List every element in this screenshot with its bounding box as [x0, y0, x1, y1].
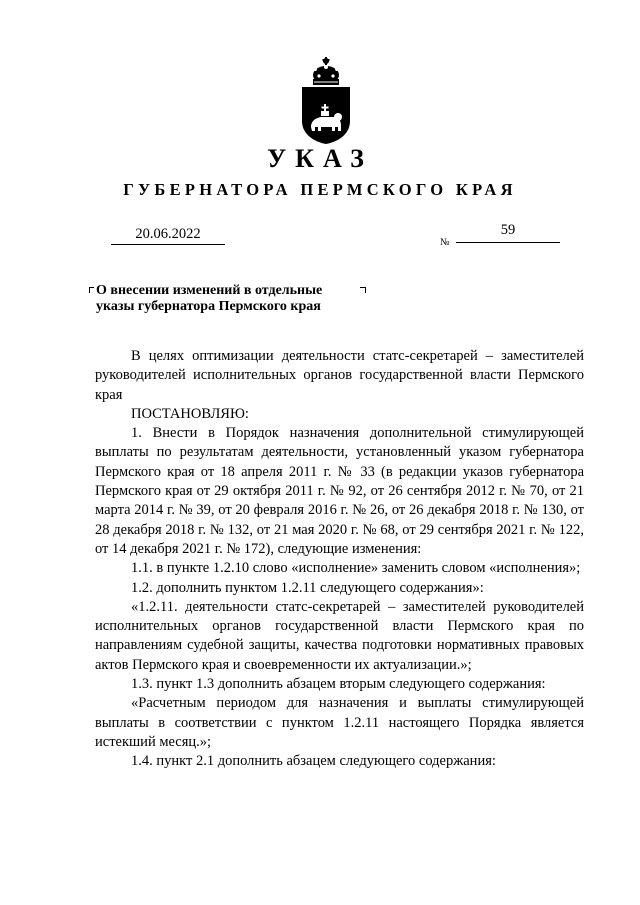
crown-icon: [313, 57, 339, 85]
paragraph-item-1-1: 1.1. в пункте 1.2.10 слово «исполнение» заменить словом «исполнения»;: [131, 560, 581, 577]
document-subject: [96, 283, 322, 315]
paragraph-item-1-2: 1.2. дополнить пунктом 1.2.11 следующего содержания»:: [131, 579, 484, 596]
document-number: 59: [456, 222, 560, 243]
document-number-label: №: [440, 237, 450, 248]
paragraph-item-1-4: 1.4. пункт 2.1 дополнить абзацем следующего содержания:: [131, 753, 496, 770]
paragraph-item-1-3-text: «Расчетным периодом для назначения и выплаты стимулирующей выплаты в соответствии с пунктом 1.2.11 настоящего Порядка является истекший месяц.»;: [95, 695, 584, 750]
document-date: 20.06.2022: [111, 226, 225, 245]
subject-corner-left: [89, 287, 94, 293]
document-body: [95, 347, 584, 772]
document-subtitle: ГУБЕРНАТОРА ПЕРМСКОГО КРАЯ: [123, 180, 517, 199]
paragraph-preamble: В целях оптимизации деятельности статс-секретарей – заместителей руководителей исполнительных органов государственной власти Пермского края: [95, 348, 584, 403]
paragraph-item-1: 1. Внести в Порядок назначения дополнительной стимулирующей выплаты по результатам деятельности, установленный указом губернатора Пермского края от 18 апреля 2011 г. № 33 (в редакции указов губернатора Пермского края от 29 октября 2011 г. № 92, от 26 сентября 2012 г. № 70, от 21 марта 2014 г. № 39, от 20 февраля 2016 г. № 26, от 26 декабря 2018 г. № 130, от 28 декабря 2018 г. № 132, от 21 мая 2020 г. № 68, от 29 сентября 2021 г. № 122, от 14 декабря 2021 г. № 172), следующие изменения:: [95, 425, 584, 557]
document-title: УКАЗ: [267, 144, 373, 173]
paragraph-item-1-2-11: «1.2.11. деятельности статс-секретарей – заместителей руководителей исполнительных органов государственной власти Пермского края по направлениям судебной защиты, качества подготовки нормативных правовых актов Пермского края и своевременности их актуализации.»;: [95, 598, 584, 673]
paragraph-decree: ПОСТАНОВЛЯЮ:: [131, 405, 249, 422]
perm-krai-coat-of-arms: [297, 55, 355, 145]
subject-corner-right: [360, 287, 366, 293]
subject-line-1: О внесении изменений в отдельные: [96, 283, 323, 298]
subject-line-2: указы губернатора Пермского края: [96, 299, 321, 314]
paragraph-item-1-3: 1.3. пункт 1.3 дополнить абзацем вторым следующего содержания:: [131, 676, 546, 693]
